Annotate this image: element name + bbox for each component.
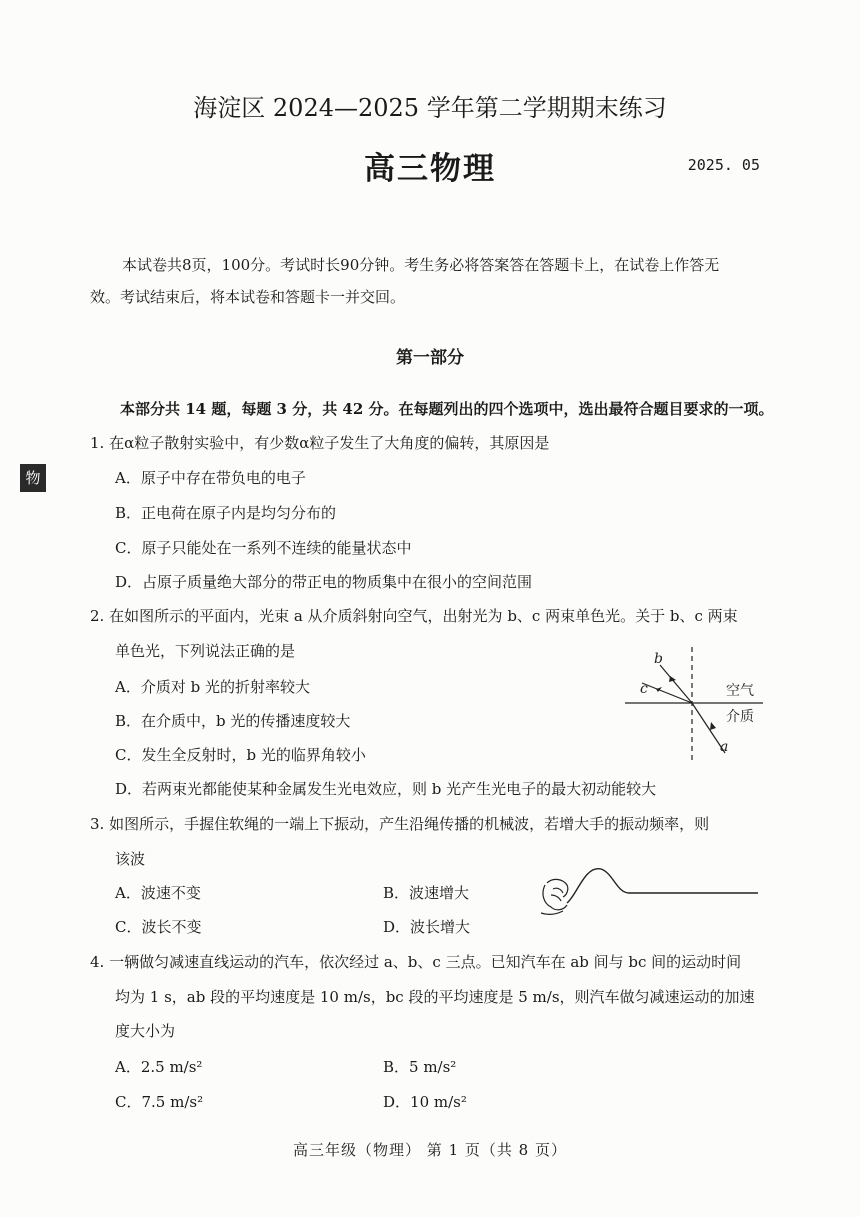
q1-option-a: A．原子中存在带负电的电子 (115, 469, 306, 487)
q1-stem: 1. 在α粒子散射实验中，有少数α粒子发生了大角度的偏转，其原因是 (90, 434, 550, 452)
q4-option-b: B．5 m/s² (383, 1058, 457, 1076)
instructions-line2: 效。考试结束后，将本试卷和答题卡一并交回。 (90, 288, 406, 306)
q4-option-c: C．7.5 m/s² (115, 1093, 204, 1111)
q2-option-c: C．发生全反射时，b 光的临界角较小 (115, 746, 366, 764)
q3-option-c: C．波长不变 (115, 918, 202, 936)
q1-option-b: B．正电荷在原子内是均匀分布的 (115, 504, 337, 522)
q4-stem-line1: 4. 一辆做匀减速直线运动的汽车，依次经过 a、b、c 三点。已知汽车在 ab 间与 bc 间的运动时间 (90, 953, 742, 971)
label-c: c (640, 681, 648, 697)
page-footer: 高三年级（物理） 第 1 页（共 8 页） (293, 1141, 567, 1159)
section-title: 第一部分 (396, 348, 464, 368)
q3-stem-line1: 3. 如图所示，手握住软绳的一端上下振动，产生沿绳传播的机械波，若增大手的振动频率，则 (90, 815, 710, 833)
q3-option-d: D．波长增大 (383, 918, 471, 936)
section-intro: 本部分共 14 题，每题 3 分，共 42 分。在每题列出的四个选项中，选出最符合题目要求的一项。 (120, 400, 774, 418)
ray-a-arrow-icon (710, 722, 716, 730)
q4-stem-line3: 度大小为 (115, 1022, 176, 1040)
hand-rope-diagram (533, 865, 763, 920)
subject-title: 高三物理 (364, 151, 496, 187)
subject-side-tag: 物 (20, 464, 46, 492)
instructions-line1: 本试卷共8页，100分。考试时长90分钟。考生务必将答案答在答题卡上，在试卷上作答无 (122, 256, 720, 274)
q4-option-d: D．10 m/s² (383, 1093, 467, 1111)
exam-title: 海淀区 2024—2025 学年第二学期期末练习 (193, 94, 667, 122)
q2-option-b: B．在介质中，b 光的传播速度较大 (115, 712, 351, 730)
q2-stem-line1: 2. 在如图所示的平面内，光束 a 从介质斜射向空气，出射光为 b、c 两束单色光。关于 b、c 两束 (90, 607, 738, 625)
q4-stem-line2: 均为 1 s，ab 段的平均速度是 10 m/s，bc 段的平均速度是 5 m/s，则汽车做匀减速运动的加速 (115, 988, 755, 1006)
ray-b-arrow-icon (669, 676, 676, 682)
label-a: a (720, 739, 729, 755)
q3-stem-line2: 该波 (115, 850, 146, 868)
label-b: b (654, 651, 663, 667)
hand-icon (541, 879, 568, 914)
exam-date: 2025. 05 (687, 156, 760, 174)
q3-option-a: A．波速不变 (115, 884, 201, 902)
q2-stem-line2: 单色光，下列说法正确的是 (115, 642, 296, 660)
q1-option-c: C．原子只能处在一系列不连续的能量状态中 (115, 539, 412, 557)
ray-b (660, 665, 692, 703)
label-medium: 介质 (726, 709, 754, 725)
refraction-diagram (620, 645, 765, 770)
rope-wave (567, 869, 758, 903)
q2-option-d: D．若两束光都能使某种金属发生光电效应，则 b 光产生光电子的最大初动能较大 (115, 780, 657, 798)
ray-c (642, 683, 692, 703)
q1-option-d: D．占原子质量绝大部分的带正电的物质集中在很小的空间范围 (115, 573, 533, 591)
label-air: 空气 (726, 683, 754, 699)
q2-option-a: A．介质对 b 光的折射率较大 (115, 678, 310, 696)
q4-option-a: A．2.5 m/s² (115, 1058, 203, 1076)
q3-option-b: B．波速增大 (383, 884, 470, 902)
